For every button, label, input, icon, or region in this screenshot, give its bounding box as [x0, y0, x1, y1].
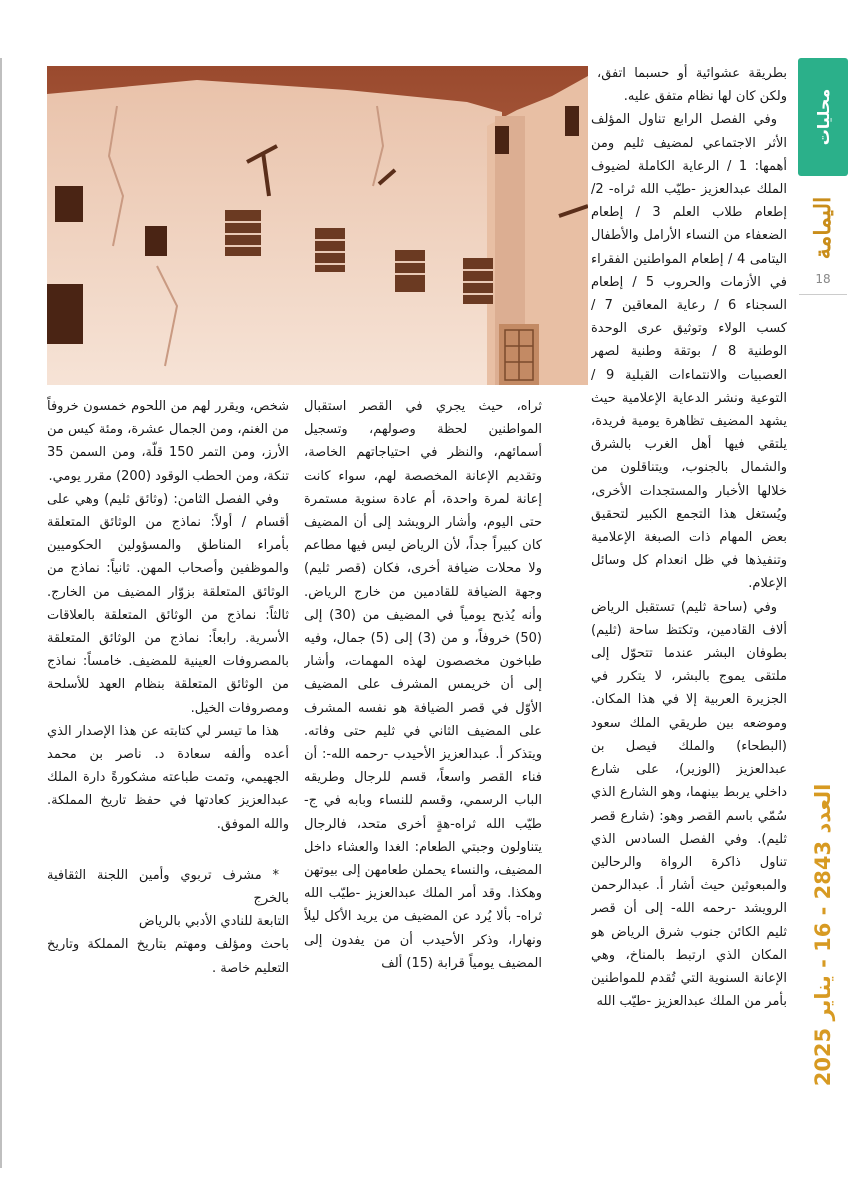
palace-illustration [47, 66, 588, 385]
margin-strip [795, 50, 851, 1200]
author-note: التابعة للنادي الأدبي بالرياض [138, 914, 289, 930]
logo-text: اليمامة [810, 196, 836, 260]
paragraph: شخص، ويقرر لهم من اللحوم خمسون خروفاً من الغنم، ومن الجمال عشرة، ومئة كيس من الأرز، ومن التمر 150 قلّة، ومن السمن 35 تنكة، ومن الحطب الوقود (200) مقرر يومي. [47, 399, 289, 484]
author-note: باحث ومؤلف ومهتم بتاريخ المملكة وتاريخ التعليم خاصة . [47, 937, 289, 976]
paragraph: وفي (ساحة ثليم) تستقبل الرياض ألاف القادمين، وتكتظ ساحة (ثليم) بطوفان البشر عندما تتحوّل إلى ملتقى يموج بالبشر، لا يتكرر في الجزيرة العربية إلا في هذا المكان. وموضعه بين طريقي الملك سعود (البطحاء) والملك فيصل بن عبدالعزيز (الوزير)، على شارع داخلي يربط بينهما، وهو الشارع الذي سُمّي باسم القصر وهو: (شارع قصر ثليم). وفي الفصل السادس الذي تناول ذاكرة الرواة والرحالين والمبعوثين حيث أشار أ. عبدالرحمن الرويشد -رحمه الله- إلى أن قصر ثليم الكائن جنوب شرق الرياض هو المكان الذي ارتبط بالمناخ، وهي الإعانة السنوية التي تُقدم للمواطنين بأمر من الملك عبدالعزيز -طيّب الله [591, 599, 787, 1010]
issue-info [797, 680, 849, 1190]
page-number: 18 [815, 272, 831, 286]
spacer [47, 850, 289, 864]
paragraph: وفي الفصل الثامن: (وثائق ثليم) وهي على أقسام / أولاً: نماذج من الوثائق المتعلقة بأمراء المناطق والمسؤولين الحكوميين والموظفين وأصحاب المهن. ثانياً: نماذج من الوثائق المتعلقة بزوّار المضيف من الخارج. ثالثاً: نماذج من الوثائق المتعلقة بالعلاقات الأسرية. رابعاً: نماذج من الوثائق المتعلقة بالمصروفات العينية للمضيف. خامساً: نماذج من الوثائق المتعلقة بنظام العهد للأسلحة ومصروفات الخيل. [47, 491, 289, 716]
issue-line: العدد 2843 - 16 - يناير 2025 [811, 783, 835, 1087]
paragraph: بطريقة عشوائية أو حسبما اتفق، ولكن كان لها نظام متفق عليه. [597, 66, 787, 105]
text-column-middle [304, 395, 542, 1165]
left-margin-rule [0, 58, 2, 1168]
section-tab [798, 58, 848, 176]
paragraph: وفي الفصل الرابع تناول المؤلف الأثر الاجتماعي لمضيف ثليم ومن أهمها: 1 / الرعاية الكاملة لضيوف الملك عبدالعزيز -طيّب الله ثراه- 2/ إطعام طلاب العلم 3 / إطعام الضعفاء من النساء الأرامل والأطفال اليتامى 4 / إطعام المواطنين الفقراء في الأزمات والحروب 5 / إطعام السجناء 6 / رعاية المعاقين 7 / كسب الولاء وتوثيق عرى الوحدة الوطنية 8 / بوتقة وطنية لصهر العصبيات والانتماءات القبلية 9 / التوعية ونشر الدعاية الإعلامية حيث يشهد المضيف تظاهرة يومية فريدة، يلتقي فيها أهل الغرب بالشرق والشمال بالجنوب، ويتناقلون من خلالها الأخبار والمستجدات الأخرى، ويُستغل هذا التجمع الكبير لتحقيق بعض المهام ذات الصبغة الإعلامية وتنفيذها في ظل انعدام كل وسائل الإعلام. [591, 112, 787, 592]
paragraph: ثراه، حيث يجري في القصر استقبال المواطنين لحظة وصولهم، وتسجيل أسمائهم، والنظر في احتياجاتهم الخاصة، وتقديم الإعانة المخصصة لهم، سواء كانت إعانة لمرة واحدة، أم عادة سنوية مستمرة حتى اليوم، وأشار الرويشد إلى أن المضيف كان كبيراً جداً، لأن الرياض ليس فيها مطاعم ولا محلات ضيافة أخرى، فكان (قصر ثليم) وجهة الضيافة للقادمين من خارج الرياض. وأنه يُذبح يومياً في المضيف من (30) إلى (50) خروفاً، و من (3) إلى (5) جمال، وفيه طباخون مخصصون لهذه المهمات، وأشار إلى أن خريمس المشرف على المضيف الأوّل في قصر الضيافة هو نفسه المشرف على المضيف الثاني في ثليم حتى وفاته. ويتذكر أ. عبدالعزيز الأحيدب -رحمه الله-: أن فناء القصر واسعاً، قسم للرجال وطريقه الباب الرسمي، وقسم للنساء وبابه في ج-طيّب الله ثراه-هةٍ أخرى متحد، فالرجال يتناولون وجبتي الطعام: الغدا والعشاء داخل المضيف، والنساء يحملن طعامهن إلى بيوتهن وهكذا. وقد أمر الملك عبدالعزيز -طيّب الله ثراه- بألا يُرد عن المضيف من يريد الأكل ليلاً ونهارا، وذكر الأحيدب أن من يفدون إلى المضيف يومياً قرابة (15) ألف [304, 399, 542, 971]
author-note: * مشرف تربوي وأمين اللجنة الثقافية بالخرج [47, 867, 289, 907]
spacer [47, 836, 289, 850]
page-number-divider [799, 294, 847, 295]
text-column-left [47, 395, 289, 1165]
magazine-logo [799, 188, 847, 268]
old-mud-palace-photo [47, 66, 588, 385]
text-column-right [591, 62, 787, 1162]
paragraph: هذا ما تيسر لي كتابته عن هذا الإصدار الذي أعده وألفه سعادة د. ناصر بن محمد الجهيمي، وتمت طباعته مشكورةً دارة الملك عبدالعزيز كعادتها في حفظ تاريخ المملكة. والله الموفق. [47, 723, 289, 832]
section-label: محليات [813, 88, 833, 146]
